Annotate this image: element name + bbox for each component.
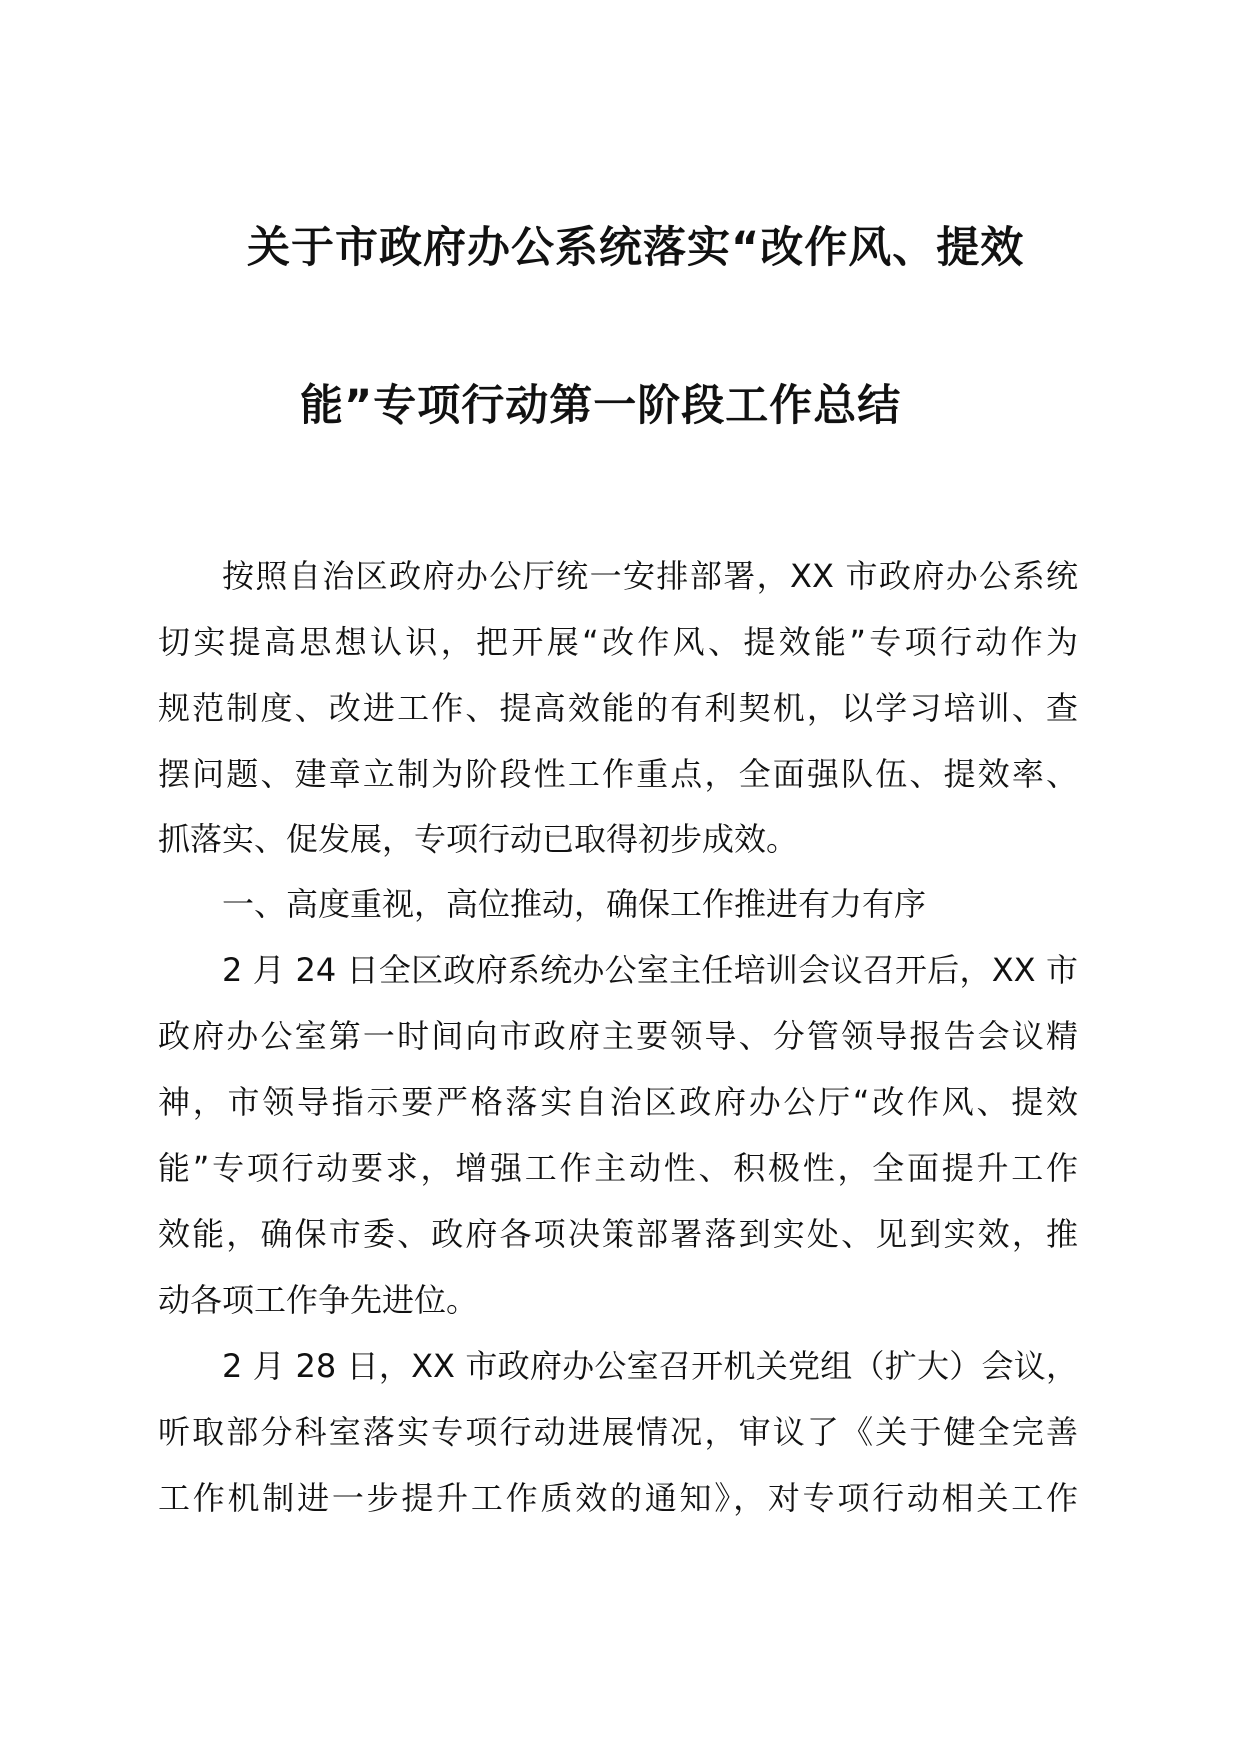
body-line: 按照自治区政府办公厅统一安排部署，XX 市政府办公系统	[222, 557, 1078, 595]
body-line: 2 月 24 日全区政府系统办公室主任培训会议召开后，XX 市	[222, 951, 1078, 989]
body-line: 规范制度、改进工作、提高效能的有利契机，以学习培训、查	[158, 689, 1078, 727]
body-line: 政府办公室第一时间向市政府主要领导、分管领导报告会议精	[158, 1017, 1078, 1055]
body-line: 动各项工作争先进位。	[158, 1281, 479, 1319]
body-line: 摆问题、建章立制为阶段性工作重点，全面强队伍、提效率、	[158, 755, 1078, 793]
section-heading: 一、高度重视，高位推动，确保工作推进有力有序	[222, 885, 927, 923]
document-title-line-1: 关于市政府办公系统落实“改作风、提效	[247, 223, 1025, 273]
body-line: 2 月 28 日，XX 市政府办公室召开机关党组（扩大）会议，	[222, 1347, 1078, 1385]
body-line: 能”专项行动要求，增强工作主动性、积极性，全面提升工作	[158, 1149, 1078, 1187]
body-line: 切实提高思想认识，把开展“改作风、提效能”专项行动作为	[158, 623, 1078, 661]
body-line: 效能，确保市委、政府各项决策部署落到实处、见到实效，推	[158, 1215, 1078, 1253]
body-line: 工作机制进一步提升工作质效的通知》，对专项行动相关工作	[158, 1479, 1078, 1517]
body-line: 听取部分科室落实专项行动进展情况，审议了《关于健全完善	[158, 1413, 1078, 1451]
document-title-line-2: 能”专项行动第一阶段工作总结	[300, 381, 902, 431]
body-line: 抓落实、促发展，专项行动已取得初步成效。	[158, 820, 799, 858]
body-line: 神，市领导指示要严格落实自治区政府办公厅“改作风、提效	[158, 1083, 1078, 1121]
